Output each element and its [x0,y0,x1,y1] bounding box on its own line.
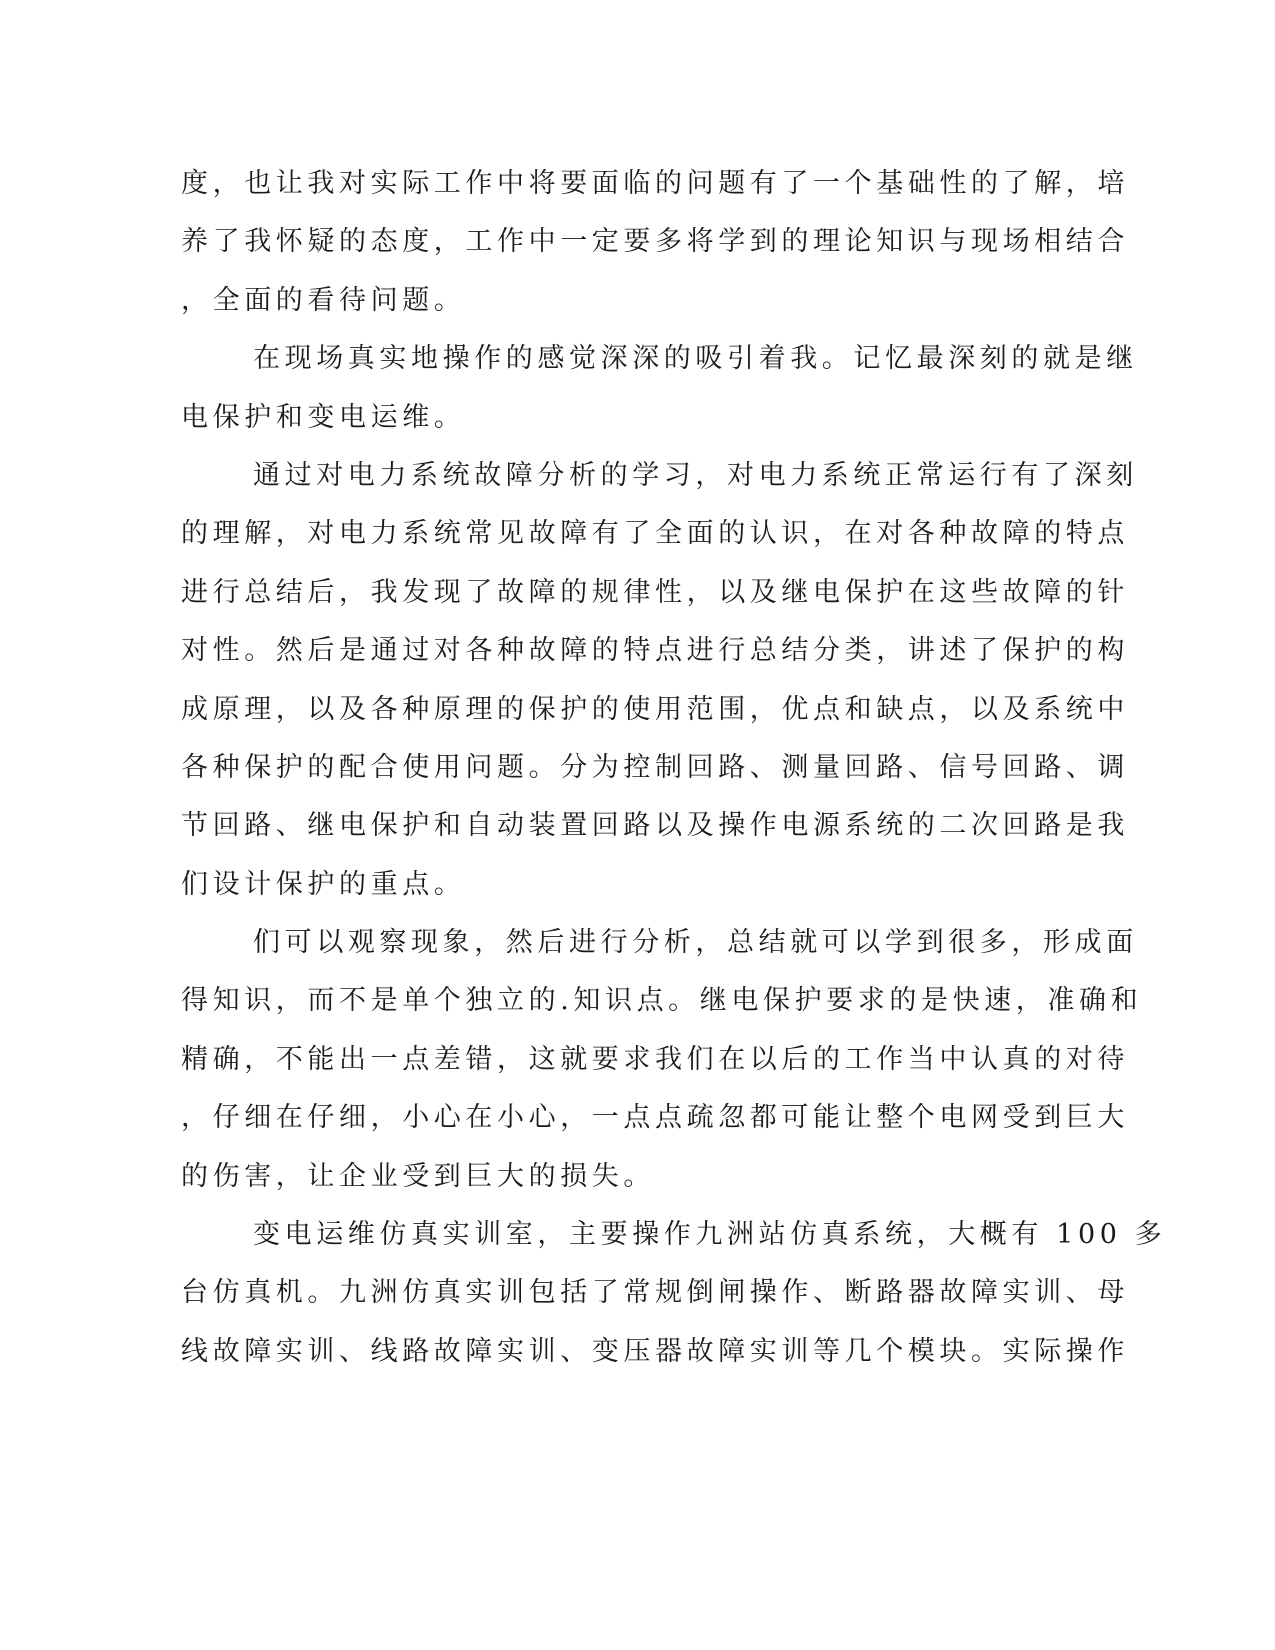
text-line: 的伤害，让企业受到巨大的损失。 [181,1160,655,1192]
text-line: 度，也让我对实际工作中将要面临的问题有了一个基础性的了解，培 [181,168,1129,199]
paragraph-first-line: 变电运维仿真实训室，主要操作九洲站仿真系统，大概有 100 多 [253,1219,1167,1251]
text-line: 台仿真机。九洲仿真实训包括了常规倒闸操作、断路器故障实训、母 [181,1277,1129,1309]
paragraph-first-line: 通过对电力系统故障分析的学习，对电力系统正常运行有了深刻 [253,459,1138,491]
text-line: 对性。然后是通过对各种故障的特点进行总结分类，讲述了保护的构 [181,635,1129,667]
text-line: ，仔细在仔细，小心在小心，一点点疏忽都可能让整个电网受到巨大 [181,1102,1129,1134]
text-line: 们设计保护的重点。 [181,868,466,900]
text-line: 电保护和变电运维。 [181,401,466,433]
text-line: 养了我怀疑的态度，工作中一定要多将学到的理论知识与现场相结合 [181,226,1129,258]
text-line: 的理解，对电力系统常见故障有了全面的认识，在对各种故障的特点 [181,518,1129,550]
text-line: ，全面的看待问题。 [181,284,466,316]
text-line: 节回路、继电保护和自动装置回路以及操作电源系统的二次回路是我 [181,810,1129,842]
text-line: 成原理，以及各种原理的保护的使用范围，优点和缺点，以及系统中 [181,693,1129,725]
text-line: 进行总结后，我发现了故障的规律性，以及继电保护在这些故障的针 [181,576,1129,608]
paragraph-first-line: 们可以观察现象，然后进行分析，总结就可以学到很多，形成面 [253,927,1138,959]
text-line: 得知识，而不是单个独立的.知识点。继电保护要求的是快速，准确和 [181,985,1143,1017]
text-line: 精确，不能出一点差错，这就要求我们在以后的工作当中认真的对待 [181,1043,1129,1075]
text-line: 各种保护的配合使用问题。分为控制回路、测量回路、信号回路、调 [181,751,1129,783]
body-text [181,155,1167,1381]
paragraph-first-line: 在现场真实地操作的感觉深深的吸引着我。记忆最深刻的就是继 [253,343,1138,375]
text-line: 线故障实训、线路故障实训、变压器故障实训等几个模块。实际操作 [181,1335,1129,1367]
